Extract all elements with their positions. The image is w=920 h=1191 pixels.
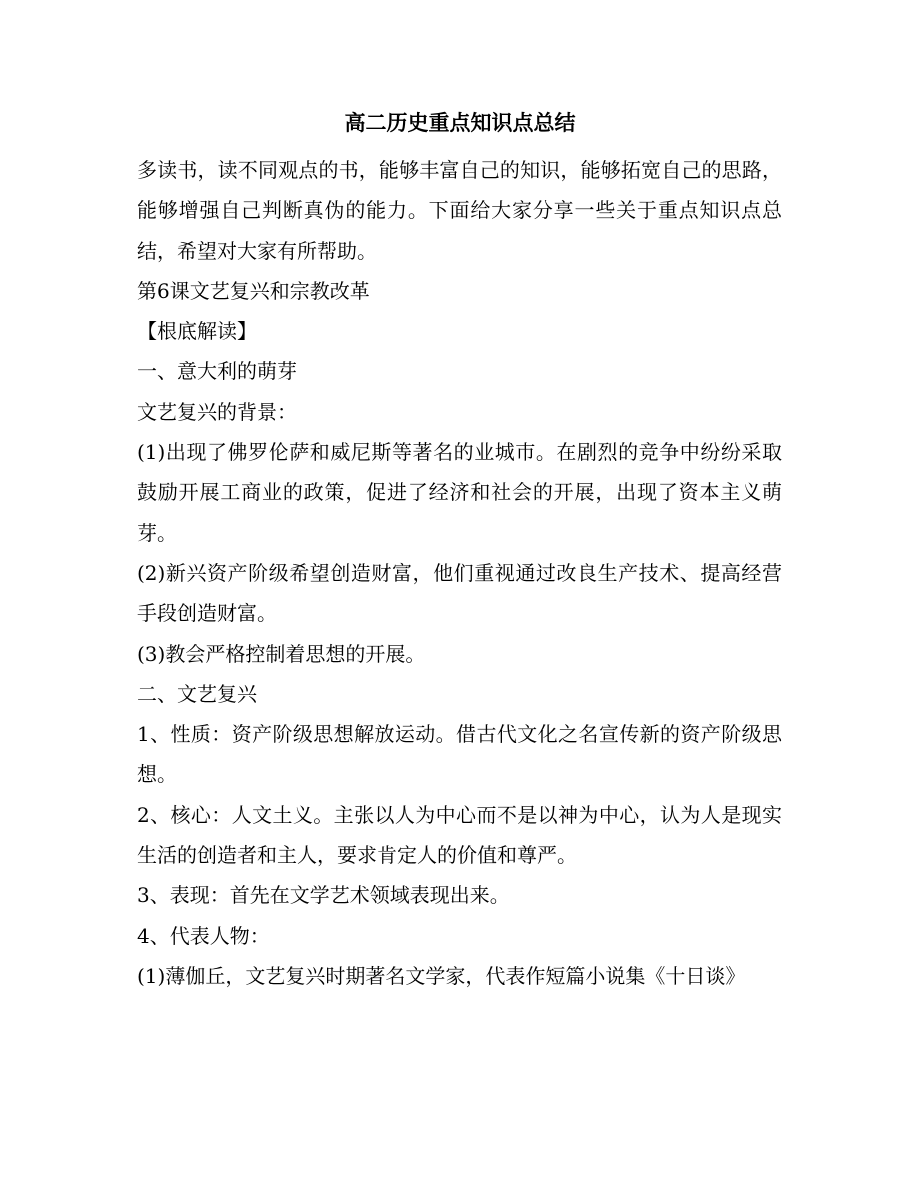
list-item-3: (3)教会严格控制着思想的开展。 bbox=[137, 641, 426, 666]
document-title: 高二历史重点知识点总结 bbox=[344, 111, 576, 135]
subheading-background: 文艺复兴的背景： bbox=[137, 399, 297, 424]
lesson-heading: 第6课文艺复兴和宗教改革 bbox=[137, 278, 370, 303]
list-item-2: (2)新兴资产阶级希望创造财富，他们重视通过改良生产技术、提高经营手段创造财富。 bbox=[137, 560, 782, 626]
figure-item-1: (1)薄伽丘，文艺复兴时期著名文学家，代表作短篇小说集《十日谈》 bbox=[137, 963, 746, 988]
point-expression: 3、表现：首先在文学艺术领域表现出来。 bbox=[137, 883, 510, 908]
paragraph-intro: 多读书，读不同观点的书，能够丰富自己的知识，能够拓宽自己的思路，能够增强自己判断真伪的能力。下面给大家分享一些关于重点知识点总结，希望对大家有所帮助。 bbox=[137, 158, 782, 263]
section-heading-2: 二、文艺复兴 bbox=[137, 681, 257, 706]
point-core: 2、核心：人文土义。主张以人为中心而不是以神为中心，认为人是现实生活的创造者和主人，要求肯定人的价值和尊严。 bbox=[137, 802, 782, 868]
document-body bbox=[137, 150, 782, 996]
point-figures: 4、代表人物： bbox=[137, 923, 270, 948]
section-heading-1: 一、意大利的萌芽 bbox=[137, 359, 297, 384]
section-label: 【根底解读】 bbox=[137, 319, 257, 344]
point-nature: 1、性质：资产阶级思想解放运动。借古代文化之名宣传新的资产阶级思想。 bbox=[137, 722, 782, 787]
list-item-1: (1)出现了佛罗伦萨和威尼斯等著名的业城巿。在剧烈的竞争中纷纷采取鼓励开展工商业的政策，促进了经济和社会的开展，出现了资本主义萌芽。 bbox=[137, 440, 782, 545]
